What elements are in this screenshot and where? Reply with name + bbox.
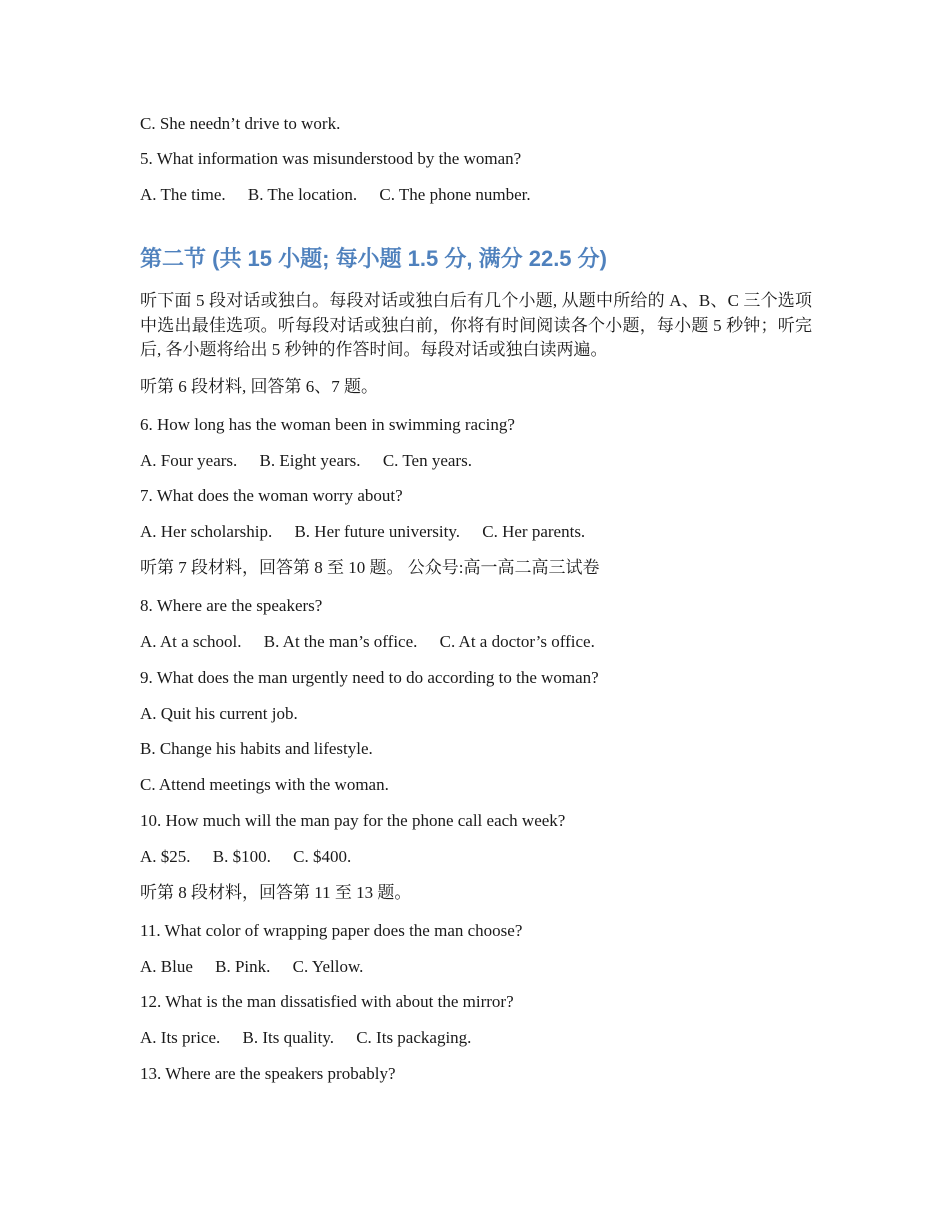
material-7-intro: 听第 7 段材料，回答第 8 至 10 题。 公众号:高一高二高三试卷 xyxy=(140,558,600,577)
question-7-options xyxy=(140,521,585,543)
option-c: C. The phone number. xyxy=(379,185,531,204)
option-c: C. Yellow. xyxy=(292,957,364,976)
question-6: 6. How long has the woman been in swimming racing? xyxy=(140,415,515,434)
question-8: 8. Where are the speakers? xyxy=(140,596,323,615)
option-a: A. Its price. xyxy=(140,1028,221,1047)
option-b: B. Eight years. xyxy=(259,451,361,470)
option-a: A. $25. xyxy=(140,847,191,866)
question-9-option-b: B. Change his habits and lifestyle. xyxy=(140,739,373,758)
option-a: A. Blue xyxy=(140,957,193,976)
question-11-options xyxy=(140,956,363,978)
section-instructions: 听下面 5 段对话或独白。每段对话或独白后有几个小题, 从题中所给的 A、B、C 三个选项中选出最佳选项。听每段对话或独白前，你将有时间阅读各个小题，每小题 5 秒钟；听完后, 各小题将给出 5 秒钟的作答时间。每段对话或独白读两遍。 xyxy=(140,291,812,359)
question-5-options xyxy=(140,184,531,206)
question-11: 11. What color of wrapping paper does the man choose? xyxy=(140,921,523,940)
option-b: B. Pink. xyxy=(215,957,271,976)
question-12: 12. What is the man dissatisfied with about the mirror? xyxy=(140,992,514,1011)
option-b: B. Her future university. xyxy=(294,522,461,541)
material-6-intro: 听第 6 段材料, 回答第 6、7 题。 xyxy=(140,377,378,396)
option-a: A. At a school. xyxy=(140,632,242,651)
section-heading: 第二节 (共 15 小题; 每小题 1.5 分, 满分 22.5 分) xyxy=(140,246,607,271)
question-10: 10. How much will the man pay for the phone call each week? xyxy=(140,811,566,830)
option-c: C. Its packaging. xyxy=(356,1028,472,1047)
option-a: A. Her scholarship. xyxy=(140,522,273,541)
question-12-options xyxy=(140,1027,471,1049)
question-9-option-c: C. Attend meetings with the woman. xyxy=(140,775,389,794)
option-a: A. The time. xyxy=(140,185,226,204)
option-b: B. Its quality. xyxy=(242,1028,334,1047)
prev-question-option-c: C. She needn’t drive to work. xyxy=(140,114,341,133)
question-13: 13. Where are the speakers probably? xyxy=(140,1064,396,1083)
question-7: 7. What does the woman worry about? xyxy=(140,486,403,505)
option-c: C. At a doctor’s office. xyxy=(439,632,595,651)
question-5: 5. What information was misunderstood by the woman? xyxy=(140,149,522,168)
question-9: 9. What does the man urgently need to do according to the woman? xyxy=(140,668,599,687)
question-10-options xyxy=(140,846,351,868)
option-b: B. At the man’s office. xyxy=(263,632,418,651)
material-8-intro: 听第 8 段材料，回答第 11 至 13 题。 xyxy=(140,883,412,902)
question-9-option-a: A. Quit his current job. xyxy=(140,704,298,723)
question-6-options xyxy=(140,450,472,472)
option-a: A. Four years. xyxy=(140,451,238,470)
option-c: C. $400. xyxy=(293,847,352,866)
option-c: C. Her parents. xyxy=(482,522,586,541)
option-c: C. Ten years. xyxy=(382,451,472,470)
question-8-options xyxy=(140,631,595,653)
option-b: B. $100. xyxy=(212,847,271,866)
option-b: B. The location. xyxy=(247,185,358,204)
